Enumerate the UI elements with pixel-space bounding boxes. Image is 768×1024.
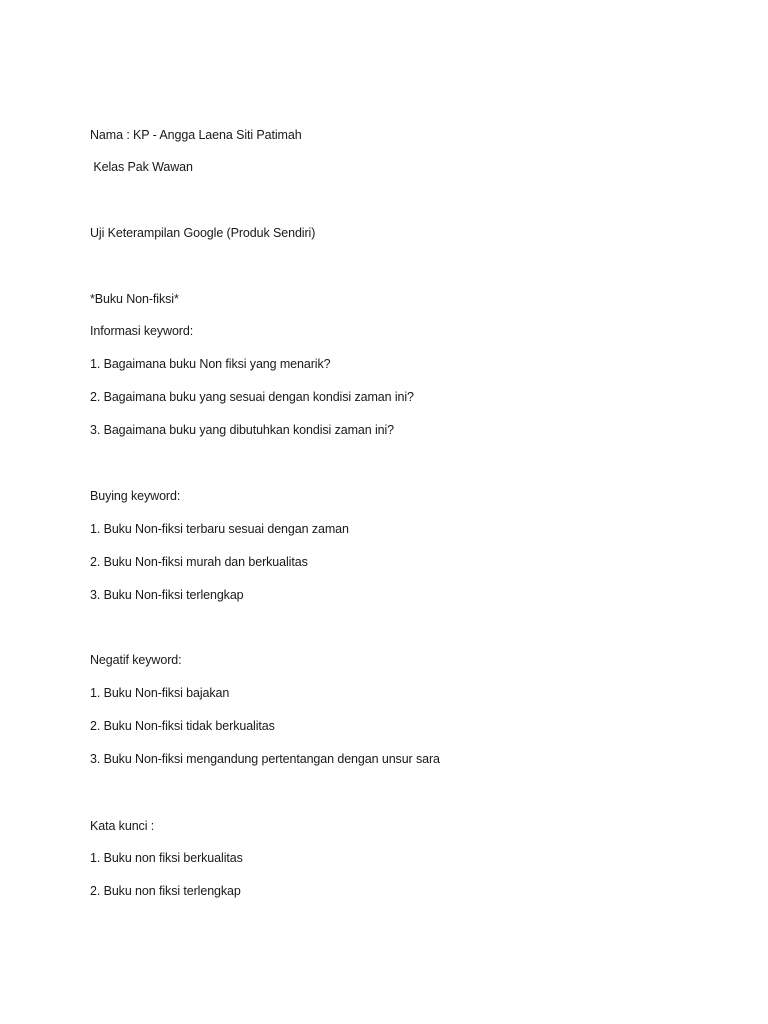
list-item: 1. Buku Non-fiksi terbaru sesuai dengan zaman	[90, 522, 349, 536]
class-name: Kelas Pak Wawan	[90, 160, 193, 174]
list-item: 1. Buku Non-fiksi bajakan	[90, 686, 230, 700]
student-name: Nama : KP - Angga Laena Siti Patimah	[90, 128, 302, 142]
section-heading-kata-kunci: Kata kunci :	[90, 819, 155, 833]
list-item: 2. Buku Non-fiksi murah dan berkualitas	[90, 555, 308, 569]
section-heading-buying: Buying keyword:	[90, 489, 181, 503]
list-item: 2. Buku non fiksi terlengkap	[90, 884, 241, 898]
list-item: 3. Buku Non-fiksi terlengkap	[90, 588, 244, 602]
test-title: Uji Keterampilan Google (Produk Sendiri)	[90, 226, 316, 240]
list-item: 2. Buku Non-fiksi tidak berkualitas	[90, 719, 275, 733]
list-item: 1. Buku non fiksi berkualitas	[90, 851, 243, 865]
product-heading: *Buku Non-fiksi*	[90, 292, 179, 306]
list-item: 3. Buku Non-fiksi mengandung pertentangan dengan unsur sara	[90, 752, 440, 766]
list-item: 1. Bagaimana buku Non fiksi yang menarik?	[90, 357, 331, 371]
list-item: 2. Bagaimana buku yang sesuai dengan kondisi zaman ini?	[90, 390, 414, 404]
list-item: 3. Bagaimana buku yang dibutuhkan kondisi zaman ini?	[90, 423, 395, 437]
section-heading-negatif: Negatif keyword:	[90, 653, 182, 667]
section-heading-informasi: Informasi keyword:	[90, 324, 194, 338]
